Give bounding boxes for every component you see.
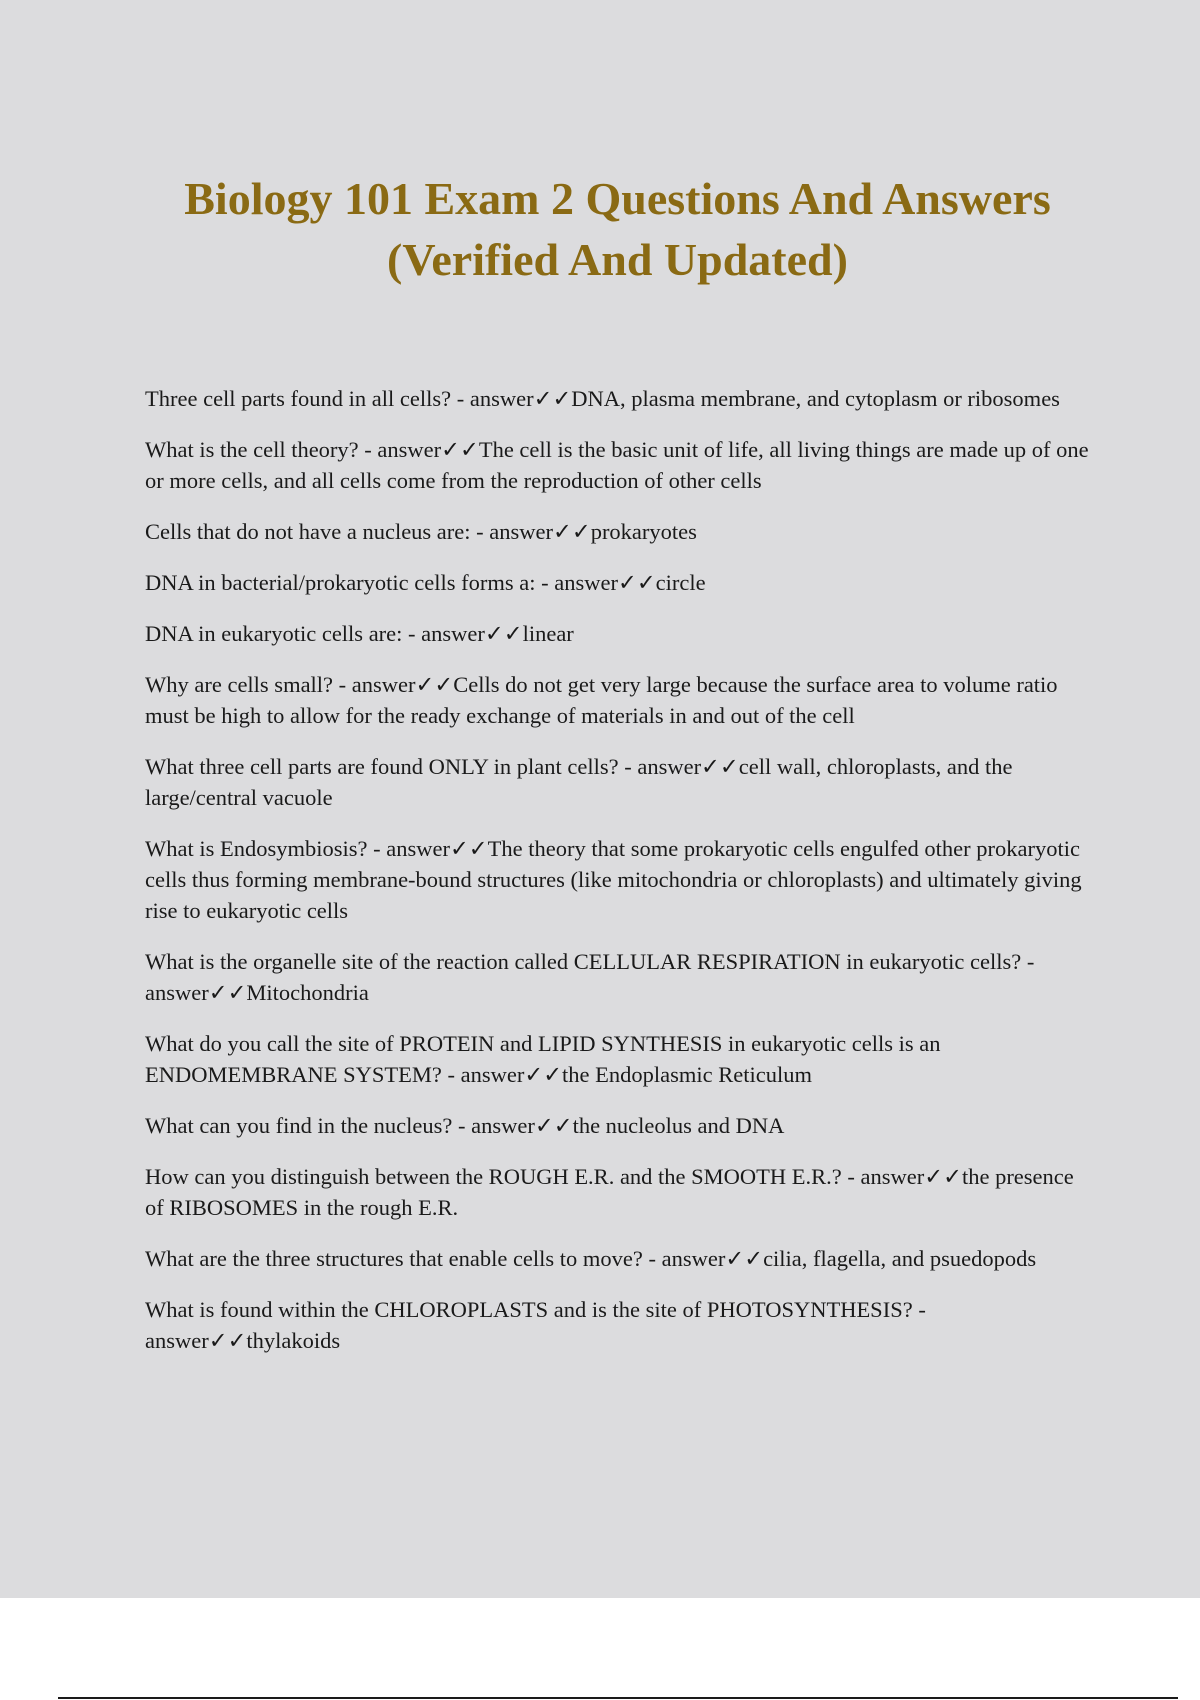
qa-item: Three cell parts found in all cells? - answer✓✓DNA, plasma membrane, and cytoplasm or ribosomes bbox=[145, 386, 1060, 411]
page-footer bbox=[0, 1598, 1200, 1700]
qa-item: What is Endosymbiosis? - answer✓✓The theory that some prokaryotic cells engulfed other prokaryotic cells thus forming membrane-bound structures (like mitochondria or chloroplasts) and ultimately giving rise to eukaryotic cells bbox=[145, 836, 1082, 923]
qa-item: DNA in eukaryotic cells are: - answer✓✓linear bbox=[145, 621, 574, 646]
qa-item: DNA in bacterial/prokaryotic cells forms a: - answer✓✓circle bbox=[145, 570, 706, 595]
qa-item: What is found within the CHLOROPLASTS and is the site of PHOTOSYNTHESIS? - answer✓✓thylakoids bbox=[145, 1297, 926, 1353]
qa-item: What is the cell theory? - answer✓✓The cell is the basic unit of life, all living things are made up of one or more cells, and all cells come from the reproduction of other cells bbox=[145, 437, 1089, 493]
footer-divider bbox=[58, 1697, 1178, 1699]
qa-item: What are the three structures that enable cells to move? - answer✓✓cilia, flagella, and psuedopods bbox=[145, 1246, 1037, 1271]
title-line-2: (Verified And Updated) bbox=[387, 234, 848, 285]
title-line-1: Biology 101 Exam 2 Questions And Answers bbox=[184, 173, 1051, 224]
qa-item: Cells that do not have a nucleus are: - answer✓✓prokaryotes bbox=[145, 519, 697, 544]
qa-item: What three cell parts are found ONLY in plant cells? - answer✓✓cell wall, chloroplasts, and the large/central vacuole bbox=[145, 754, 1013, 810]
qa-list bbox=[145, 383, 1090, 1376]
qa-item: How can you distinguish between the ROUGH E.R. and the SMOOTH E.R.? - answer✓✓the presence of RIBOSOMES in the rough E.R. bbox=[145, 1164, 1074, 1220]
document-title bbox=[120, 168, 1115, 290]
qa-item: What is the organelle site of the reaction called CELLULAR RESPIRATION in eukaryotic cells? - answer✓✓Mitochondria bbox=[145, 949, 1035, 1005]
qa-item: Why are cells small? - answer✓✓Cells do not get very large because the surface area to volume ratio must be high to allow for the ready exchange of materials in and out of the cell bbox=[145, 672, 1058, 728]
qa-item: What do you call the site of PROTEIN and LIPID SYNTHESIS in eukaryotic cells is an ENDOMEMBRANE SYSTEM? - answer✓✓the Endoplasmic Reticulum bbox=[145, 1031, 941, 1087]
qa-item: What can you find in the nucleus? - answer✓✓the nucleolus and DNA bbox=[145, 1113, 785, 1138]
